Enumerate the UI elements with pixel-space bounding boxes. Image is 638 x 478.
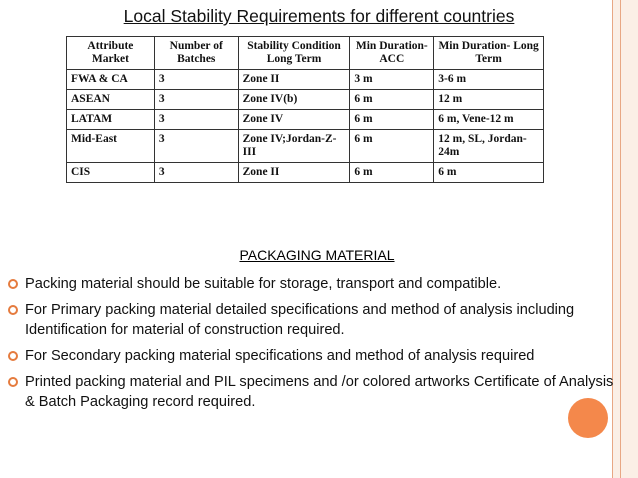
list-item-text: Printed packing material and PIL specimens and /or colored artworks Certificate of Analysis & Batch Packaging record required. <box>25 374 614 410</box>
table-cell: 3-6 m <box>434 70 544 90</box>
table-cell: 3 <box>154 110 238 130</box>
table-cell: Mid-East <box>67 130 155 163</box>
table-header-cell: Min Duration- ACC <box>350 37 434 70</box>
table-cell: 6 m, Vene-12 m <box>434 110 544 130</box>
table-cell: LATAM <box>67 110 155 130</box>
table-header-row <box>67 37 544 70</box>
bullet-circle-icon <box>8 279 18 289</box>
bullet-list <box>8 274 622 418</box>
list-item-text: Packing material should be suitable for storage, transport and compatible. <box>25 276 502 292</box>
table-cell: FWA & CA <box>67 70 155 90</box>
table-cell: 6 m <box>350 110 434 130</box>
table-header-cell: Attribute Market <box>67 37 155 70</box>
table-cell: Zone IV;Jordan-Z-III <box>238 130 350 163</box>
table-cell: 6 m <box>350 163 434 183</box>
section-subheading-text: PACKAGING MATERIAL <box>239 247 395 263</box>
table-cell: 6 m <box>350 130 434 163</box>
table-cell: Zone IV(b) <box>238 90 350 110</box>
list-item <box>8 372 622 412</box>
stability-table <box>66 36 544 183</box>
table-cell: 6 m <box>434 163 544 183</box>
list-item <box>8 346 622 366</box>
table-row <box>67 130 544 163</box>
table-cell: 3 <box>154 90 238 110</box>
table-cell: 12 m <box>434 90 544 110</box>
list-item <box>8 300 622 340</box>
table-cell: 3 <box>154 163 238 183</box>
bullet-circle-icon <box>8 377 18 387</box>
table-cell: 3 <box>154 70 238 90</box>
bullet-circle-icon <box>8 305 18 315</box>
table-cell: ASEAN <box>67 90 155 110</box>
list-item <box>8 274 622 294</box>
table-cell: 3 m <box>350 70 434 90</box>
table-cell: Zone IV <box>238 110 350 130</box>
table-row <box>67 163 544 183</box>
table-cell: Zone II <box>238 163 350 183</box>
table-cell: 12 m, SL, Jordan-24m <box>434 130 544 163</box>
table-row <box>67 110 544 130</box>
section-subheading <box>0 247 638 263</box>
table-row <box>67 70 544 90</box>
table-cell: 6 m <box>350 90 434 110</box>
list-item-text: For Secondary packing material specifications and method of analysis required <box>25 348 535 364</box>
table-header-cell: Min Duration- Long Term <box>434 37 544 70</box>
stability-table-container <box>66 36 544 183</box>
table-row <box>67 90 544 110</box>
table-cell: CIS <box>67 163 155 183</box>
table-header-cell: Number of Batches <box>154 37 238 70</box>
slide-title <box>0 6 638 27</box>
table-cell: 3 <box>154 130 238 163</box>
decorative-orange-circle <box>568 398 608 438</box>
bullet-circle-icon <box>8 351 18 361</box>
slide-title-text: Local Stability Requirements for different countries <box>123 6 515 26</box>
table-cell: Zone II <box>238 70 350 90</box>
list-item-text: For Primary packing material detailed specifications and method of analysis including Identification for material of construction required. <box>25 302 575 338</box>
table-header-cell: Stability Condition Long Term <box>238 37 350 70</box>
